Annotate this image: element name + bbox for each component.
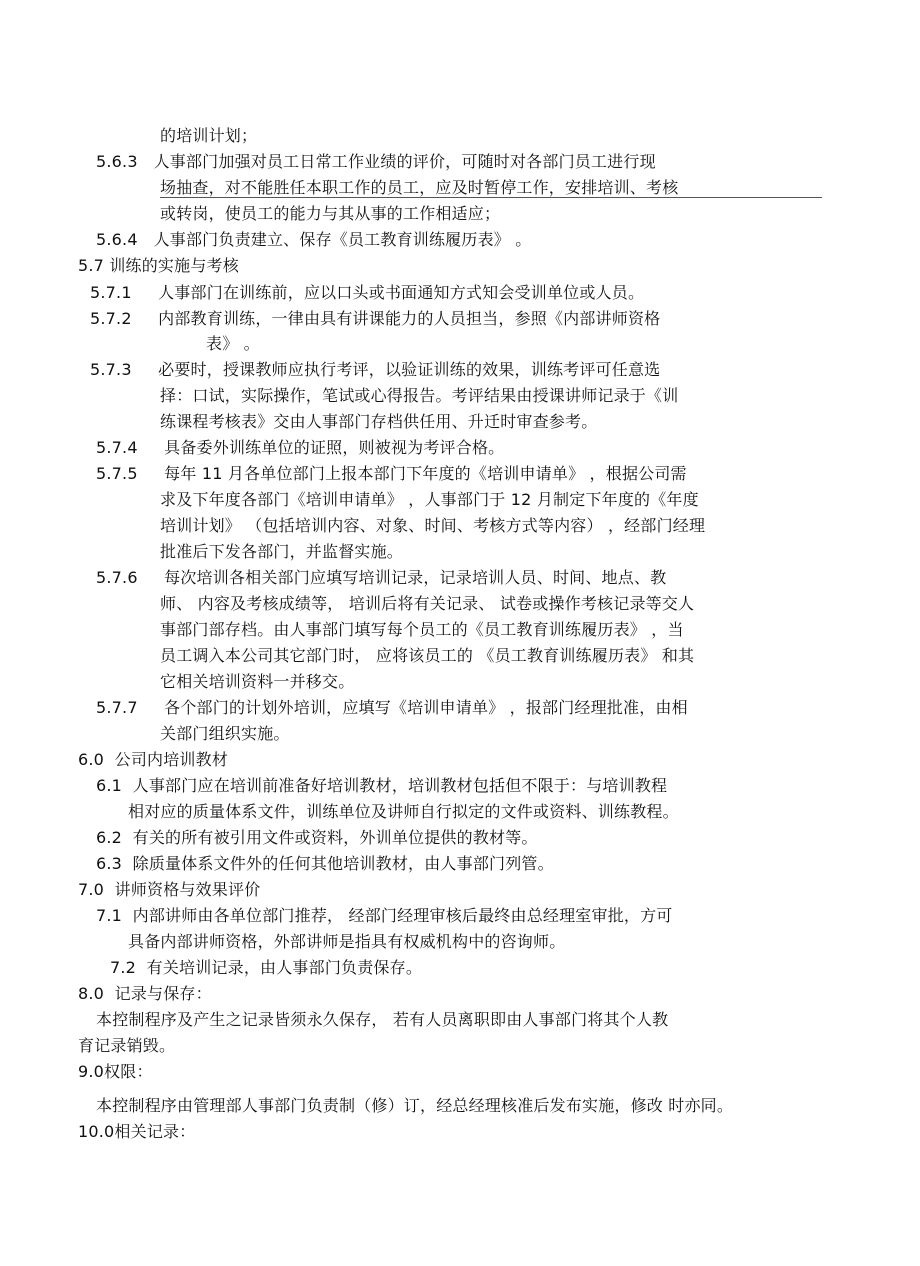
clause-5-7-7: 5.7.7 各个部门的计划外培训，应填写《培训申请单》 ，报部门经理批准，由相 <box>96 698 688 717</box>
clause-5-6-3: 5.6.3 人事部门加强对员工日常工作业绩的评价，可随时对各部门员工进行现 <box>96 152 656 171</box>
text-line: 的培训计划； <box>160 126 258 145</box>
section-heading-7-0: 7.0 讲师资格与效果评价 <box>78 880 261 899</box>
text-line: 本控制程序由管理部人事部门负责制（修）订，经总经理核准后发布实施，修改 时亦同。 <box>96 1096 734 1115</box>
section-heading-5-7: 5.7 训练的实施与考核 <box>78 256 239 275</box>
clause-7-2: 7.2 有关培训记录，由人事部门负责保存。 <box>110 958 423 977</box>
text-line: 批准后下发各部门，并监督实施。 <box>160 542 404 561</box>
clause-5-7-3: 5.7.3 必要时，授课教师应执行考评，以验证训练的效果，训练考评可任意选 <box>90 360 661 379</box>
text-line: 练课程考核表》交由人事部门存档供任用、升迁时审查参考。 <box>160 412 598 431</box>
text-line: 表》 。 <box>206 334 260 353</box>
clause-5-7-6: 5.7.6 每次培训各相关部门应填写培训记录，记录培训人员、时间、地点、教 <box>96 568 667 587</box>
section-heading-8-0: 8.0 记录与保存： <box>78 984 212 1003</box>
text-line: 求及下年度各部门《培训申请单》 ，人事部门于 12 月制定下年度的《年度 <box>160 490 699 509</box>
text-line: 或转岗，使员工的能力与其从事的工作相适应； <box>160 204 501 223</box>
section-heading-9-0: 9.0权限： <box>78 1062 153 1081</box>
clause-6-1: 6.1 人事部门应在培训前准备好培训教材，培训教材包括但不限于：与培训教程 <box>96 776 668 795</box>
clause-5-7-1: 5.7.1 人事部门在训练前，应以口头或书面通知方式知会受训单位或人员。 <box>90 283 645 302</box>
clause-5-6-4: 5.6.4 人事部门负责建立、保存《员工教育训练履历表》 。 <box>96 230 532 249</box>
text-line: 事部门部存档。由人事部门填写每个员工的《员工教育训练履历表》 ，当 <box>160 620 684 639</box>
text-line: 相对应的质量体系文件，训练单位及讲师自行拟定的文件或资料、训练教程。 <box>128 802 679 821</box>
text-line: 育记录销毁。 <box>78 1036 176 1055</box>
text-line: 关部门组织实施。 <box>160 724 290 743</box>
clause-6-3: 6.3 除质量体系文件外的任何其他培训教材，由人事部门列管。 <box>96 854 554 873</box>
text-line: 它相关培训资料一并移交。 <box>160 672 355 691</box>
clause-5-7-2: 5.7.2 内部教育训练，一律由具有讲课能力的人员担当，参照《内部讲师资格 <box>90 309 661 328</box>
text-line: 具备内部讲师资格，外部讲师是指具有权威机构中的咨询师。 <box>128 932 566 951</box>
text-line: 择：口试，实际操作，笔试或心得报告。考评结果由授课讲师记录于《训 <box>160 386 679 405</box>
section-heading-10-0: 10.0相关记录： <box>78 1122 196 1141</box>
clause-5-7-4: 5.7.4 具备委外训练单位的证照，则被视为考评合格。 <box>96 438 505 457</box>
text-line: 员工调入本公司其它部门时， 应将该员工的 《员工教育训练履历表》 和其 <box>160 646 695 665</box>
clause-7-1: 7.1 内部讲师由各单位部门推荐， 经部门经理审核后最终由总经理室审批，方可 <box>96 906 673 925</box>
text-line: 场抽查，对不能胜任本职工作的员工，应及时暂停工作，安排培训、考核 <box>160 178 679 197</box>
text-line: 培训计划》 （包括培训内容、对象、时间、考核方式等内容） ，经部门经理 <box>160 516 706 535</box>
text-line: 本控制程序及产生之记录皆须永久保存， 若有人员离职即由人事部门将其个人教 <box>96 1010 669 1029</box>
text-line: 师、 内容及考核成绩等， 培训后将有关记录、 试卷或操作考核记录等交人 <box>160 594 695 613</box>
clause-5-7-5: 5.7.5 每年 11 月各单位部门上报本部门下年度的《培训申请单》 ，根据公司需 <box>96 464 687 483</box>
section-heading-6-0: 6.0 公司内培训教材 <box>78 750 229 769</box>
clause-6-2: 6.2 有关的所有被引用文件或资料，外训单位提供的教材等。 <box>96 828 538 847</box>
